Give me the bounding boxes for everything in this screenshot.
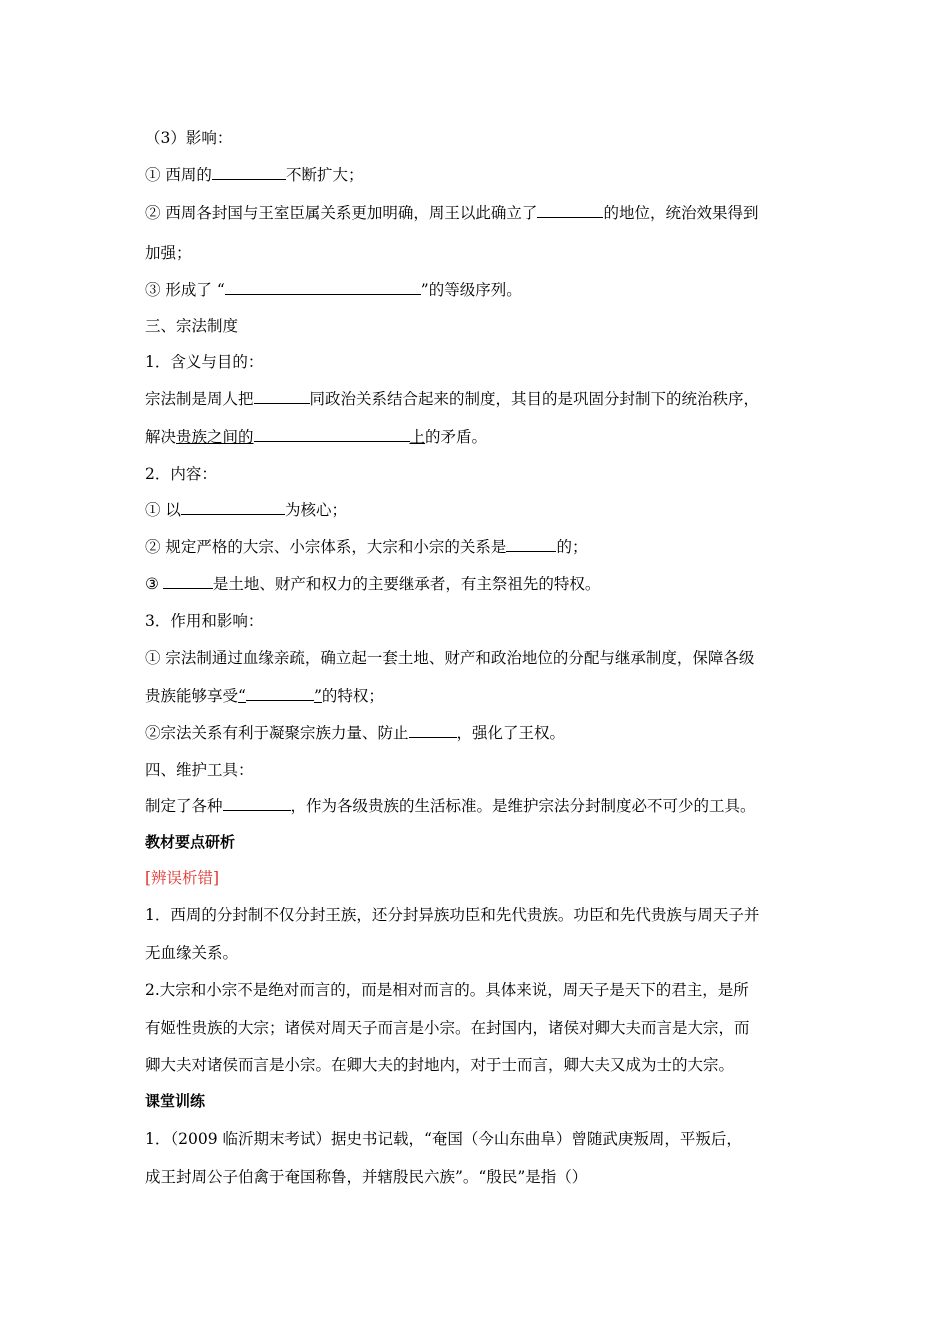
text: 卿大夫对诸侯而言是小宗。在卿大夫的封地内，对于士而言，卿大夫又成为士的大宗。 <box>145 1056 735 1074</box>
text: 贵族能够享受 <box>145 687 239 705</box>
text: ”的等级序列。 <box>420 281 522 299</box>
fill-blank[interactable] <box>506 537 556 552</box>
text: 宗法制是周人把 <box>145 390 254 408</box>
text-line <box>145 1127 742 1149</box>
text-line <box>145 684 384 706</box>
text: 3．作用和影响： <box>145 612 264 630</box>
text-line <box>145 201 758 223</box>
fill-blank[interactable] <box>254 427 410 442</box>
text-line <box>145 498 347 520</box>
text-line <box>145 903 759 925</box>
fill-blank[interactable] <box>163 574 213 589</box>
text-line <box>145 978 749 1000</box>
text-line <box>145 535 587 557</box>
text: 课堂训练 <box>145 1092 206 1110</box>
text: 1．（2009 临沂期末考试）据史书记载，“奄国（今山东曲阜）曾随武庚叛周，平叛后， <box>145 1130 742 1148</box>
text: “ <box>238 687 246 705</box>
text: 三、宗法制度 <box>145 317 239 335</box>
text: 解决 <box>145 428 177 446</box>
fill-blank[interactable] <box>246 686 314 701</box>
text: ① 宗法制通过血缘亲疏，确立起一套土地、财产和政治地位的分配与继承制度，保障各级 <box>145 649 755 667</box>
text: 有姬性贵族的大宗；诸侯对周天子而言是小宗。在封国内，诸侯对卿大夫而言是大宗，而 <box>145 1019 750 1037</box>
text: 教材要点研析 <box>145 833 236 851</box>
text: （3）影响： <box>145 129 233 147</box>
text: 贵族之间的 <box>176 428 254 446</box>
text: ，作为各级贵族的生活标准。是维护宗法分封制度必不可少的工具。 <box>290 797 756 815</box>
text-line <box>145 1165 587 1187</box>
text-line <box>145 462 217 484</box>
text-line <box>145 1016 750 1038</box>
text: ③ <box>145 575 159 593</box>
text: 上 <box>409 428 426 446</box>
text: 无血缘关系。 <box>145 944 239 962</box>
bold-heading <box>145 1090 205 1111</box>
fill-blank[interactable] <box>181 500 285 515</box>
fill-blank[interactable] <box>254 389 310 404</box>
fill-blank[interactable] <box>537 203 603 218</box>
text: ① 西周的 <box>145 166 212 184</box>
text: 1．含义与目的： <box>145 353 264 371</box>
text: 的地位，统治效果得到 <box>603 204 759 222</box>
text: [辨误析错] <box>145 869 220 887</box>
text: 同政治关系结合起来的制度，其目的是巩固分封制下的统治秩序， <box>309 390 760 408</box>
text: 制定了各种 <box>145 797 223 815</box>
text-line <box>145 163 363 185</box>
text: ② 西周各封国与王室臣属关系更加明确，周王以此确立了 <box>145 204 538 222</box>
bold-heading <box>145 831 235 852</box>
text: 的特权； <box>321 687 384 705</box>
text-line <box>145 278 522 300</box>
text: ③ 形成了 “ <box>145 281 225 299</box>
section-heading <box>145 758 254 780</box>
text: ② 规定严格的大宗、小宗体系，大宗和小宗的关系是 <box>145 538 507 556</box>
text-line <box>145 794 756 816</box>
text-line <box>145 387 759 409</box>
text-line <box>145 126 232 148</box>
text: 四、维护工具： <box>145 761 254 779</box>
section-heading <box>145 314 238 336</box>
red-label <box>145 866 219 888</box>
text-line <box>145 1053 734 1075</box>
text-line <box>145 425 487 447</box>
text-line <box>145 572 600 594</box>
text: 2.大宗和小宗不是绝对而言的，而是相对而言的。具体来说，周天子是天下的君主，是所 <box>145 981 749 999</box>
text: ” <box>313 687 322 705</box>
text: 的； <box>556 538 588 556</box>
text: 不断扩大； <box>285 166 364 184</box>
text: 2．内容： <box>145 465 217 483</box>
text: 1．西周的分封制不仅分封王族，还分封异族功臣和先代贵族。功臣和先代贵族与周天子并 <box>145 906 760 924</box>
text-line <box>145 609 263 631</box>
text: 是土地、财产和权力的主要继承者，有主祭祖先的特权。 <box>212 575 601 593</box>
text: 加强； <box>145 244 192 262</box>
fill-blank[interactable] <box>409 723 457 738</box>
text: ① 以 <box>145 501 181 519</box>
text: 成王封周公子伯禽于奄国称鲁，并辖殷民六族”。“殷民”是指（） <box>145 1168 588 1186</box>
text: 的矛盾。 <box>425 428 488 446</box>
text: ，强化了王权。 <box>456 724 566 742</box>
fill-blank[interactable] <box>223 796 291 811</box>
fill-blank[interactable] <box>212 165 286 180</box>
fill-blank[interactable] <box>225 280 421 295</box>
text-line <box>145 941 238 963</box>
text-line <box>145 350 263 372</box>
text-line <box>145 241 192 263</box>
text-line <box>145 721 565 743</box>
text: 为核心； <box>284 501 347 519</box>
text: ②宗法关系有利于凝聚宗族力量、防止 <box>145 724 409 742</box>
text-line <box>145 646 754 668</box>
